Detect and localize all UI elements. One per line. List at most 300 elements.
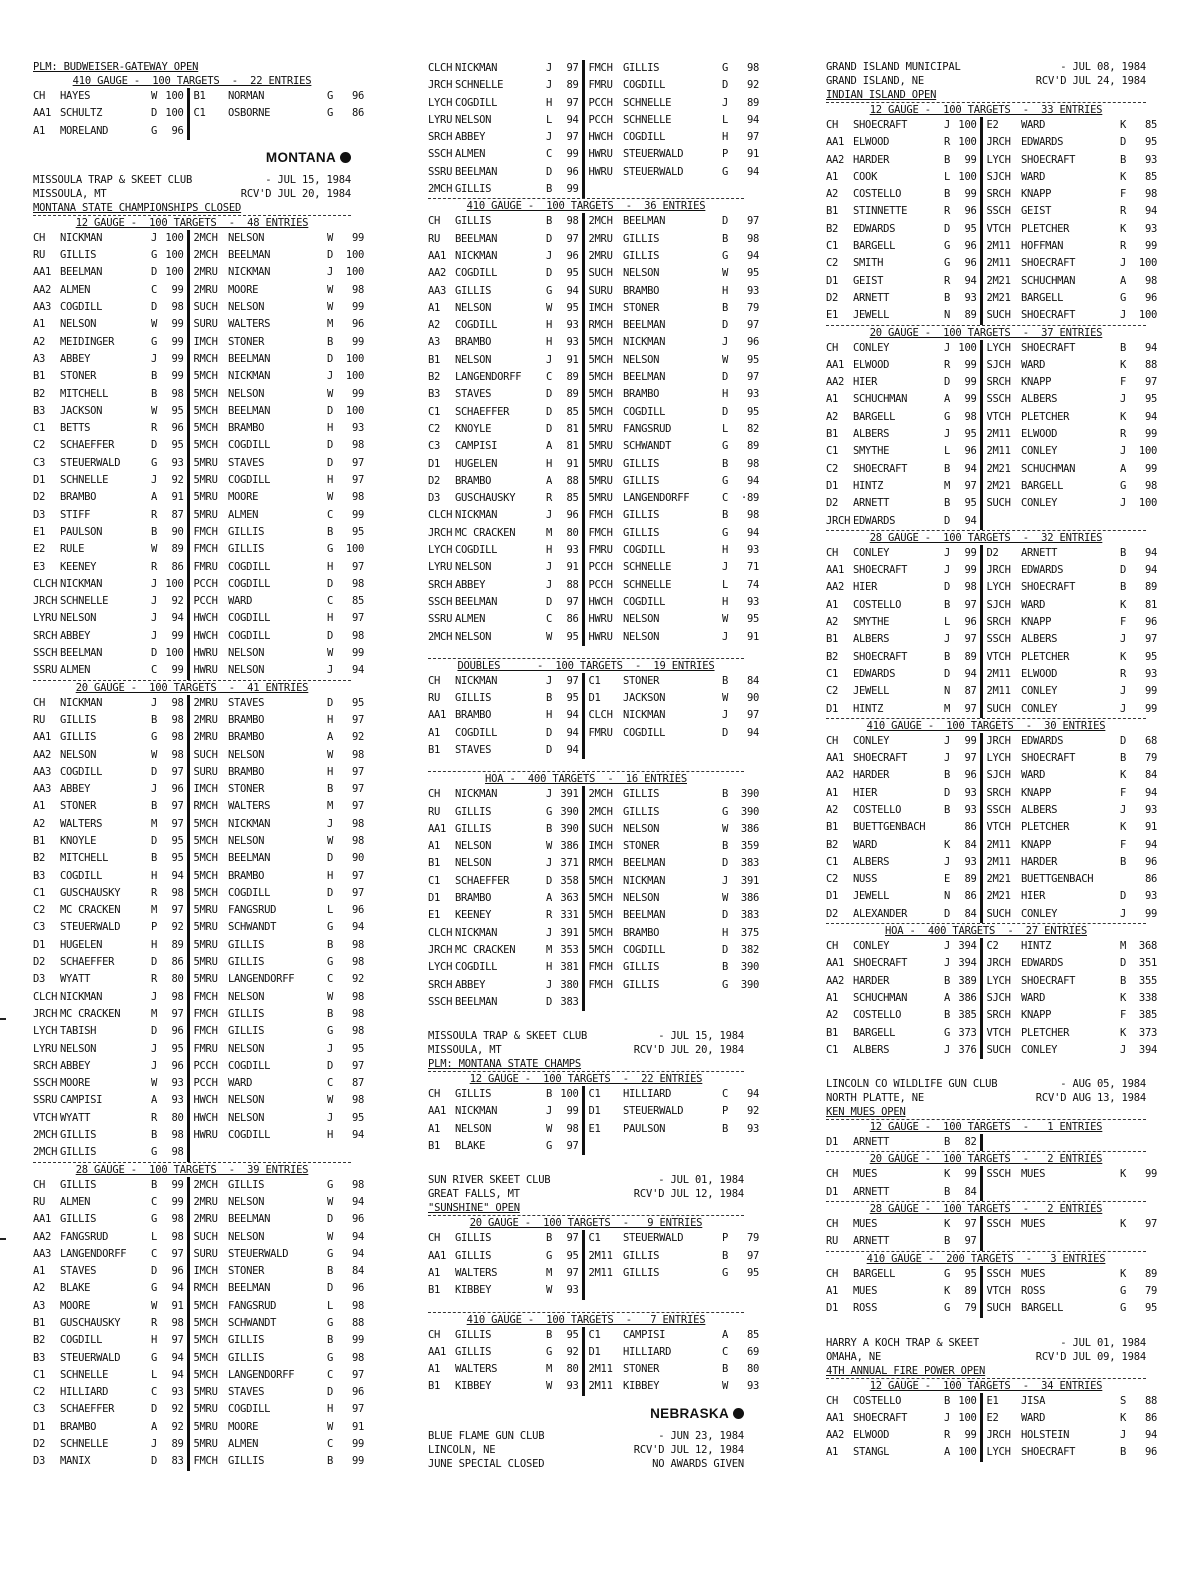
shooter-name: CONLEY (1021, 1043, 1058, 1056)
shooter-name: GILLIS (60, 1146, 97, 1159)
code: K (943, 1218, 951, 1231)
class: AA1 (826, 136, 845, 149)
score: 97 (566, 62, 579, 74)
class: JRCH (33, 1007, 58, 1020)
shooter-name: MUES (1021, 1218, 1046, 1231)
score: 385 (958, 1009, 977, 1022)
class: A1 (428, 1363, 441, 1376)
event-header-line (826, 1364, 1146, 1378)
score: 86 (1144, 1411, 1157, 1424)
class: C1 (826, 667, 839, 680)
class: AA2 (826, 153, 845, 166)
shooter-name: SHOECRAFT (853, 957, 908, 970)
class: 2MRU (188, 729, 228, 746)
code: B (943, 1394, 951, 1407)
result-row (428, 248, 759, 265)
code: M (1119, 940, 1127, 953)
score: 98 (351, 938, 364, 951)
result-row (428, 907, 759, 924)
event-header-right: - JUL 01, 1984 (658, 1174, 744, 1187)
class: A2 (33, 1282, 46, 1295)
event-header-left: OMAHA, NE (826, 1350, 882, 1363)
class: B2 (33, 387, 46, 400)
event-header-right: - AUG 05, 1984 (1060, 1078, 1146, 1091)
score: 89 (964, 873, 977, 886)
class: CH (826, 119, 839, 131)
code: J (1119, 497, 1127, 510)
shooter-name: LANGENDORFF (228, 1368, 295, 1381)
class: SSCH (981, 1216, 1021, 1233)
event-header-left: PLM: BUDWEISER-GATEWAY OPEN (33, 61, 199, 73)
class: PCCH (583, 577, 623, 594)
code: J (943, 119, 951, 131)
shooter-name: WARD (228, 1077, 253, 1090)
class: C2 (33, 1386, 46, 1399)
class: SSCH (33, 1077, 58, 1090)
result-row (826, 1184, 1157, 1201)
shooter-name: NELSON (60, 1042, 97, 1055)
score: 96 (351, 1386, 364, 1399)
event-header-line (33, 173, 351, 187)
score: 98 (171, 1129, 184, 1142)
class: B3 (33, 404, 46, 417)
score: 81 (566, 440, 579, 453)
score: 87 (171, 508, 184, 521)
code: H (545, 961, 553, 974)
score: 97 (351, 456, 364, 469)
event-header-line (33, 201, 351, 215)
score: 93 (964, 803, 977, 816)
result-row (826, 973, 1157, 990)
class: SUCH (981, 701, 1021, 718)
code: W (721, 822, 729, 835)
class: IMCH (188, 781, 228, 798)
code: A (943, 393, 951, 406)
shooter-name: GILLIS (455, 1088, 492, 1101)
class: 2M11 (583, 1248, 623, 1265)
shooter-name: KNAPP (1021, 188, 1052, 201)
shooter-name: CONLEY (853, 940, 890, 953)
code: D (150, 1455, 158, 1468)
code: S (1119, 1394, 1127, 1407)
class (583, 181, 623, 198)
class: SRCH (33, 1059, 58, 1072)
shooter-name: LANGENDORFF (228, 973, 295, 986)
shooter-name: COGDILL (455, 267, 498, 280)
class: 5MCH (188, 386, 228, 403)
score: 94 (1144, 564, 1157, 577)
event-header-left: GREAT FALLS, MT (428, 1188, 520, 1201)
score: 390 (740, 978, 759, 991)
gauge-header: 410 GAUGE - 100 TARGETS - 36 ENTRIES (428, 198, 744, 213)
score: 92 (746, 1105, 759, 1118)
code (1117, 1134, 1129, 1151)
score: 383 (560, 995, 579, 1008)
score: 84 (964, 907, 977, 920)
shooter-name: COSTELLO (853, 188, 902, 201)
shooter-name (623, 1138, 719, 1155)
code: C (150, 1386, 158, 1399)
score: 390 (740, 805, 759, 818)
event-header-line (428, 1429, 744, 1443)
class: LYCH (981, 750, 1021, 767)
score: 93 (351, 422, 364, 435)
shooter-name: COGDILL (228, 1059, 271, 1072)
shooter-name: GILLIS (228, 956, 265, 969)
shooter-name: BEELMAN (60, 266, 103, 279)
shooter-name: CAMPISI (455, 440, 498, 453)
code: C (326, 508, 334, 521)
class: SSCH (428, 595, 453, 608)
shooter-name: SCHULTZ (60, 107, 103, 120)
shooter-name: WALTERS (228, 318, 271, 331)
gauge-header: 12 GAUGE - 100 TARGETS - 33 ENTRIES (826, 102, 1146, 117)
event-header-left: GRAND ISLAND MUNICIPAL (826, 61, 961, 73)
shooter-name: SHOECRAFT (1021, 1446, 1076, 1459)
shooter-name: EDWARDS (1021, 136, 1064, 149)
result-row (826, 854, 1157, 871)
shooter-name: ABBEY (60, 1059, 91, 1072)
class: FMCH (188, 1453, 228, 1470)
shooter-name: STAVES (228, 1386, 265, 1399)
shooter-name: GILLIS (228, 543, 265, 556)
class: 5MCH (583, 873, 623, 890)
class: 2M11 (981, 837, 1021, 854)
result-row (826, 340, 1157, 357)
class: 2M11 (583, 1361, 623, 1378)
score: 85 (566, 405, 579, 418)
result-row (33, 105, 364, 122)
code: G (721, 165, 729, 178)
code: P (721, 1105, 729, 1118)
class: A2 (428, 319, 441, 332)
gauge-header: 410 GAUGE - 100 TARGETS - 7 ENTRIES (428, 1312, 744, 1327)
class: FMRU (583, 77, 623, 94)
class: AA1 (826, 358, 845, 371)
class: SUCH (583, 821, 623, 838)
shooter-name: SCHAEFFER (455, 405, 510, 418)
class: RU (826, 1235, 839, 1248)
code: B (721, 1122, 729, 1135)
code: R (1119, 428, 1127, 441)
result-row (428, 959, 759, 976)
result-row (826, 307, 1157, 324)
code: D (326, 629, 334, 642)
result-row (33, 88, 364, 105)
score: 89 (171, 543, 184, 556)
state-name: MONTANA (265, 149, 336, 165)
score: 97 (746, 319, 759, 332)
class: CH (826, 341, 839, 354)
gauge-header: 28 GAUGE - 100 TARGETS - 2 ENTRIES (826, 1201, 1146, 1216)
class: D3 (428, 492, 441, 505)
margin-mark (0, 1238, 6, 1240)
score: 95 (566, 1249, 579, 1262)
score: 96 (171, 124, 184, 137)
score: 97 (964, 752, 977, 765)
score: 95 (1144, 393, 1157, 406)
shooter-name: ROSS (1021, 1284, 1046, 1297)
score: 86 (964, 890, 977, 903)
score: 97 (1144, 1218, 1157, 1231)
spacer (826, 1059, 1146, 1077)
score: 100 (165, 647, 184, 660)
score: 97 (746, 215, 759, 228)
score: 363 (560, 892, 579, 905)
result-row (826, 1025, 1157, 1042)
result-row (428, 873, 759, 890)
class: 2MCH (188, 1177, 228, 1194)
shooter-name: STINNETTE (853, 205, 908, 218)
result-row (33, 541, 364, 558)
result-row (428, 804, 759, 821)
score: 94 (351, 664, 364, 677)
shooter-name: FANGSRUD (623, 422, 672, 435)
shooter-name: NELSON (623, 613, 660, 626)
class: 2M11 (981, 683, 1021, 700)
class: SSCH (981, 391, 1021, 408)
score: 93 (566, 544, 579, 557)
score: 373 (1138, 1026, 1157, 1039)
code: F (1119, 838, 1127, 851)
code: G (150, 335, 158, 348)
score: 91 (171, 491, 184, 504)
class (981, 1233, 1021, 1250)
code: W (721, 692, 729, 705)
shooter-name: WALTERS (455, 1363, 498, 1376)
class: B2 (428, 371, 441, 384)
shooter-name: GUSCHAUSKY (60, 886, 121, 899)
score: 96 (964, 616, 977, 629)
shooter-name: HARDER (853, 769, 890, 782)
class: A1 (33, 800, 46, 813)
score: 80 (566, 526, 579, 539)
class: 2M11 (583, 1378, 623, 1395)
class: 5MRU (188, 1436, 228, 1453)
score: 92 (171, 474, 184, 487)
code: W (326, 283, 334, 296)
shooter-name: GILLIS (623, 249, 660, 262)
score: 98 (351, 577, 364, 590)
shooter-name: NORMAN (228, 90, 265, 102)
code: J (545, 131, 553, 144)
shooter-name: KNAPP (1021, 786, 1052, 799)
score: 95 (964, 497, 977, 510)
shooter-name: SCHNELLE (455, 79, 504, 92)
code: J (943, 734, 951, 747)
result-row (33, 593, 364, 610)
shooter-name: BEELMAN (228, 249, 271, 262)
score: 95 (566, 692, 579, 705)
result-row (33, 351, 364, 368)
code: B (721, 457, 729, 470)
score: 85 (1144, 170, 1157, 183)
shooter-name: EDWARDS (853, 514, 896, 527)
shooter-name: SHOECRAFT (1021, 974, 1076, 987)
event-header-left: BLUE FLAME GUN CLUB (428, 1429, 545, 1442)
class: FMCH (188, 541, 228, 558)
result-row (33, 747, 364, 764)
score: 97 (1144, 376, 1157, 389)
spacer (428, 1155, 744, 1173)
score: 93 (746, 388, 759, 401)
class: 5MCH (583, 890, 623, 907)
score: 100 (958, 136, 977, 149)
event-header-right: - JUL 01, 1984 (1060, 1336, 1146, 1349)
code: N (943, 309, 951, 322)
result-row (428, 95, 759, 112)
shooter-name: SCHNELLE (60, 1438, 109, 1451)
result-row (33, 1023, 364, 1040)
gauge-header: 20 GAUGE - 100 TARGETS - 9 ENTRIES (428, 1215, 744, 1230)
shooter-name: ELWOOD (1021, 667, 1058, 680)
score: 85 (351, 595, 364, 608)
class: PCCH (188, 576, 228, 593)
shooter-name: PAULSON (623, 1122, 666, 1135)
result-row (33, 247, 364, 264)
shooter-name: JISA (1021, 1394, 1046, 1407)
shooter-name: ELWOOD (1021, 428, 1058, 441)
score: 94 (1144, 838, 1157, 851)
class: SURU (188, 764, 228, 781)
code: H (721, 388, 729, 401)
shooter-name: ALMEN (228, 508, 259, 521)
code: B (326, 1334, 334, 1347)
class: CH (428, 1088, 441, 1101)
result-row (826, 1134, 1157, 1151)
result-row (428, 404, 759, 421)
score: 94 (746, 165, 759, 178)
code: D (150, 765, 158, 778)
score: 97 (171, 800, 184, 813)
result-row (826, 649, 1157, 666)
score: 100 (1138, 309, 1157, 322)
class: VTCH (981, 1283, 1021, 1300)
shooter-name: KNOYLE (455, 422, 492, 435)
score: 97 (964, 598, 977, 611)
shooter-name: COGDILL (228, 886, 271, 899)
code: J (1119, 633, 1127, 646)
score: 91 (746, 148, 759, 161)
score: 94 (746, 726, 759, 739)
shooter-name: CONLEY (1021, 445, 1058, 458)
code: K (1119, 1267, 1127, 1280)
result-row (826, 802, 1157, 819)
shooter-name: MUES (853, 1168, 878, 1181)
score: 92 (171, 921, 184, 934)
shooter-name: MITCHELL (60, 852, 109, 865)
class: CH (428, 1232, 441, 1245)
shooter-name: NELSON (228, 647, 265, 660)
shooter-name: MOORE (60, 1077, 91, 1090)
class: RU (428, 692, 441, 705)
score: 93 (171, 456, 184, 469)
score: 80 (171, 973, 184, 986)
code: M (326, 800, 334, 813)
code: R (943, 358, 951, 371)
class: HWRU (583, 164, 623, 181)
shooter-name: BRAMBO (455, 474, 492, 487)
code (941, 819, 953, 836)
shooter-name: ALBERS (853, 1043, 890, 1056)
score: 93 (964, 786, 977, 799)
shooter-name: BARGELL (853, 240, 896, 253)
class: 2M11 (981, 443, 1021, 460)
class: AA1 (33, 731, 52, 744)
shooter-name: ALBERS (853, 633, 890, 646)
shooter-name: BRAMBO (60, 491, 97, 504)
code: J (943, 855, 951, 868)
result-row (826, 152, 1157, 169)
class: FMCH (583, 977, 623, 994)
score: 97 (964, 1218, 977, 1231)
shooter-name: ALEXANDER (853, 907, 908, 920)
class: 2MRU (188, 1211, 228, 1228)
score (336, 123, 364, 140)
shooter-name: NELSON (228, 387, 265, 400)
shooter-name: STEUERWALD (60, 1351, 121, 1364)
score: 89 (171, 1438, 184, 1451)
code: J (943, 940, 951, 953)
code: G (545, 1345, 553, 1358)
shooter-name: BRAMBO (228, 869, 265, 882)
shooter-name: COGDILL (455, 726, 498, 739)
class: C2 (981, 938, 1021, 955)
shooter-name: ABBEY (60, 352, 91, 365)
code: D (150, 647, 158, 660)
code: G (326, 956, 334, 969)
code: J (150, 696, 158, 709)
score: 95 (746, 405, 759, 418)
score: 99 (964, 393, 977, 406)
code: G (545, 1249, 553, 1262)
shooter-name: BEELMAN (455, 165, 498, 178)
score: 99 (171, 318, 184, 331)
score: 96 (351, 90, 364, 102)
class: IMCH (188, 1263, 228, 1280)
class: 2MRU (188, 695, 228, 712)
score: 89 (566, 388, 579, 401)
gauge-header: 410 GAUGE - 100 TARGETS - 30 ENTRIES (826, 718, 1146, 733)
event-header-left: "SUNSHINE" OPEN (428, 1202, 520, 1215)
class: C1 (583, 1230, 623, 1247)
shooter-name: BETTS (60, 422, 91, 435)
score: 98 (171, 886, 184, 899)
results-table (826, 938, 1157, 1059)
score: 99 (171, 629, 184, 642)
code: D (721, 943, 729, 956)
score: 92 (566, 1345, 579, 1358)
score: 95 (171, 1042, 184, 1055)
score: 98 (171, 301, 184, 314)
code: L (943, 616, 951, 629)
code: D (545, 165, 553, 178)
result-row (826, 545, 1157, 562)
code: G (326, 1247, 334, 1260)
class: D1 (826, 1136, 839, 1149)
code: D (1119, 734, 1127, 747)
shooter-name: COSTELLO (853, 803, 902, 816)
score: 95 (351, 525, 364, 538)
results-table (428, 673, 759, 759)
score: 386 (740, 892, 759, 905)
shooter-name: MITCHELL (60, 387, 109, 400)
class: D1 (826, 702, 839, 715)
code (719, 1282, 731, 1299)
code: B (1119, 1446, 1127, 1459)
shooter-name: STONER (623, 301, 660, 314)
class: JRCH (981, 134, 1021, 151)
